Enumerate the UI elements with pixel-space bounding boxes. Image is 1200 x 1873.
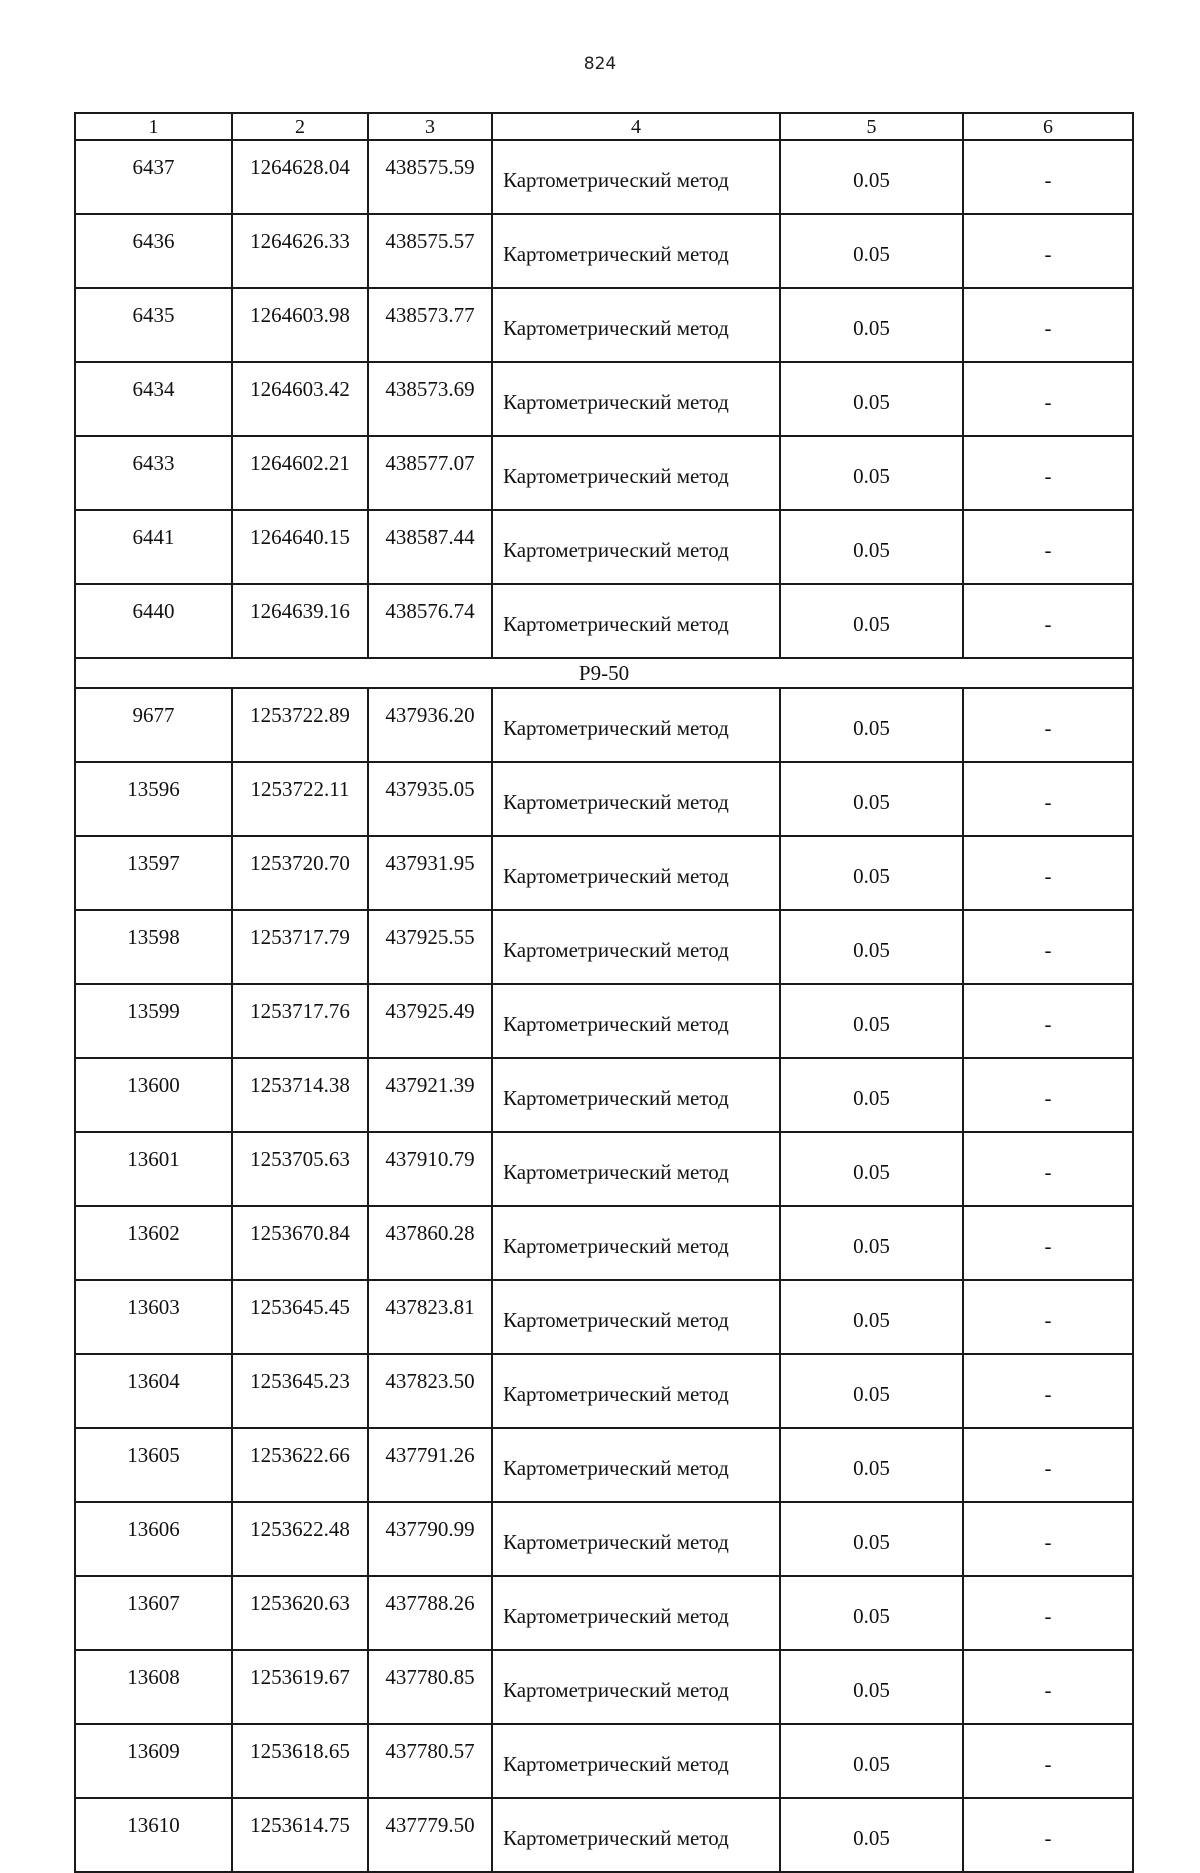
point-number-cell: 13601 [75,1132,232,1206]
x-coordinate-cell: 1253620.63 [232,1576,368,1650]
accuracy-cell: 0.05 [780,836,963,910]
y-coordinate-cell: 438576.74 [368,584,492,658]
table-row [75,288,1133,362]
accuracy-cell: 0.05 [780,362,963,436]
point-number-cell: 6441 [75,510,232,584]
point-number-cell: 13609 [75,1724,232,1798]
header-cell-6: 6 [963,113,1133,140]
y-coordinate-cell: 437823.50 [368,1354,492,1428]
x-coordinate-cell: 1253619.67 [232,1650,368,1724]
y-coordinate-cell: 438573.69 [368,362,492,436]
method-cell: Картометрический метод [492,1206,780,1280]
page-number: 824 [583,54,617,74]
method-cell: Картометрический метод [492,140,780,214]
y-coordinate-cell: 437910.79 [368,1132,492,1206]
method-cell: Картометрический метод [492,1576,780,1650]
method-cell: Картометрический метод [492,1132,780,1206]
x-coordinate-cell: 1253645.23 [232,1354,368,1428]
point-number-cell: 13598 [75,910,232,984]
note-cell: - [963,984,1133,1058]
accuracy-cell: 0.05 [780,1798,963,1872]
x-coordinate-cell: 1264602.21 [232,436,368,510]
header-cell-1: 1 [75,113,232,140]
accuracy-cell: 0.05 [780,584,963,658]
section-row [75,658,1133,688]
y-coordinate-cell: 437860.28 [368,1206,492,1280]
note-cell: - [963,436,1133,510]
x-coordinate-cell: 1253622.66 [232,1428,368,1502]
method-cell: Картометрический метод [492,1428,780,1502]
y-coordinate-cell: 437788.26 [368,1576,492,1650]
method-cell: Картометрический метод [492,984,780,1058]
accuracy-cell: 0.05 [780,1354,963,1428]
accuracy-cell: 0.05 [780,1576,963,1650]
table-row [75,1354,1133,1428]
accuracy-cell: 0.05 [780,1502,963,1576]
note-cell: - [963,1798,1133,1872]
accuracy-cell: 0.05 [780,288,963,362]
table-row [75,984,1133,1058]
section-label: Р9-50 [75,658,1133,688]
y-coordinate-cell: 438587.44 [368,510,492,584]
y-coordinate-cell: 438575.59 [368,140,492,214]
note-cell: - [963,1280,1133,1354]
table-row [75,584,1133,658]
note-cell: - [963,836,1133,910]
method-cell: Картометрический метод [492,1280,780,1354]
accuracy-cell: 0.05 [780,1058,963,1132]
accuracy-cell: 0.05 [780,214,963,288]
x-coordinate-cell: 1253614.75 [232,1798,368,1872]
x-coordinate-cell: 1253722.89 [232,688,368,762]
header-cell-3: 3 [368,113,492,140]
y-coordinate-cell: 437790.99 [368,1502,492,1576]
header-cell-4: 4 [492,113,780,140]
accuracy-cell: 0.05 [780,688,963,762]
x-coordinate-cell: 1253722.11 [232,762,368,836]
x-coordinate-cell: 1253717.79 [232,910,368,984]
y-coordinate-cell: 437935.05 [368,762,492,836]
table-row [75,1724,1133,1798]
y-coordinate-cell: 437925.49 [368,984,492,1058]
y-coordinate-cell: 437791.26 [368,1428,492,1502]
point-number-cell: 13605 [75,1428,232,1502]
y-coordinate-cell: 437823.81 [368,1280,492,1354]
point-number-cell: 6434 [75,362,232,436]
table-body [75,113,1133,1872]
table-row [75,510,1133,584]
note-cell: - [963,1650,1133,1724]
header-cell-5: 5 [780,113,963,140]
x-coordinate-cell: 1253622.48 [232,1502,368,1576]
note-cell: - [963,910,1133,984]
y-coordinate-cell: 437779.50 [368,1798,492,1872]
y-coordinate-cell: 437936.20 [368,688,492,762]
x-coordinate-cell: 1253645.45 [232,1280,368,1354]
header-row [75,113,1133,140]
method-cell: Картометрический метод [492,1058,780,1132]
x-coordinate-cell: 1264639.16 [232,584,368,658]
table-row [75,214,1133,288]
y-coordinate-cell: 437780.57 [368,1724,492,1798]
note-cell: - [963,1502,1133,1576]
table-row [75,140,1133,214]
table-row [75,688,1133,762]
point-number-cell: 9677 [75,688,232,762]
method-cell: Картометрический метод [492,584,780,658]
accuracy-cell: 0.05 [780,984,963,1058]
table-row [75,1132,1133,1206]
table-row [75,436,1133,510]
coordinates-table-container [74,112,1132,1873]
method-cell: Картометрический метод [492,836,780,910]
note-cell: - [963,510,1133,584]
method-cell: Картометрический метод [492,436,780,510]
note-cell: - [963,1206,1133,1280]
accuracy-cell: 0.05 [780,436,963,510]
method-cell: Картометрический метод [492,1724,780,1798]
accuracy-cell: 0.05 [780,1428,963,1502]
x-coordinate-cell: 1264628.04 [232,140,368,214]
table-row [75,1058,1133,1132]
note-cell: - [963,1724,1133,1798]
accuracy-cell: 0.05 [780,1280,963,1354]
coordinates-table [74,112,1134,1873]
note-cell: - [963,688,1133,762]
point-number-cell: 13596 [75,762,232,836]
method-cell: Картометрический метод [492,510,780,584]
table-row [75,1206,1133,1280]
note-cell: - [963,584,1133,658]
y-coordinate-cell: 438573.77 [368,288,492,362]
accuracy-cell: 0.05 [780,1132,963,1206]
point-number-cell: 6437 [75,140,232,214]
x-coordinate-cell: 1264603.98 [232,288,368,362]
table-row [75,1650,1133,1724]
point-number-cell: 13600 [75,1058,232,1132]
x-coordinate-cell: 1253717.76 [232,984,368,1058]
accuracy-cell: 0.05 [780,1650,963,1724]
note-cell: - [963,1132,1133,1206]
y-coordinate-cell: 437925.55 [368,910,492,984]
x-coordinate-cell: 1253720.70 [232,836,368,910]
method-cell: Картометрический метод [492,1798,780,1872]
x-coordinate-cell: 1253714.38 [232,1058,368,1132]
point-number-cell: 6433 [75,436,232,510]
table-row [75,1280,1133,1354]
point-number-cell: 13606 [75,1502,232,1576]
note-cell: - [963,1058,1133,1132]
x-coordinate-cell: 1253670.84 [232,1206,368,1280]
method-cell: Картометрический метод [492,1502,780,1576]
table-row [75,762,1133,836]
table-row [75,910,1133,984]
note-cell: - [963,288,1133,362]
accuracy-cell: 0.05 [780,762,963,836]
note-cell: - [963,362,1133,436]
x-coordinate-cell: 1264626.33 [232,214,368,288]
note-cell: - [963,214,1133,288]
y-coordinate-cell: 437921.39 [368,1058,492,1132]
note-cell: - [963,1428,1133,1502]
note-cell: - [963,1576,1133,1650]
x-coordinate-cell: 1253705.63 [232,1132,368,1206]
table-row [75,836,1133,910]
accuracy-cell: 0.05 [780,910,963,984]
method-cell: Картометрический метод [492,762,780,836]
method-cell: Картометрический метод [492,214,780,288]
point-number-cell: 6435 [75,288,232,362]
note-cell: - [963,1354,1133,1428]
note-cell: - [963,140,1133,214]
point-number-cell: 13604 [75,1354,232,1428]
table-row [75,1798,1133,1872]
point-number-cell: 13602 [75,1206,232,1280]
y-coordinate-cell: 438575.57 [368,214,492,288]
method-cell: Картометрический метод [492,1650,780,1724]
x-coordinate-cell: 1264603.42 [232,362,368,436]
table-row [75,1428,1133,1502]
point-number-cell: 6440 [75,584,232,658]
y-coordinate-cell: 437780.85 [368,1650,492,1724]
x-coordinate-cell: 1264640.15 [232,510,368,584]
point-number-cell: 13610 [75,1798,232,1872]
note-cell: - [963,762,1133,836]
method-cell: Картометрический метод [492,288,780,362]
method-cell: Картометрический метод [492,1354,780,1428]
point-number-cell: 6436 [75,214,232,288]
header-cell-2: 2 [232,113,368,140]
accuracy-cell: 0.05 [780,1206,963,1280]
point-number-cell: 13608 [75,1650,232,1724]
table-row [75,1576,1133,1650]
table-row [75,362,1133,436]
point-number-cell: 13599 [75,984,232,1058]
accuracy-cell: 0.05 [780,140,963,214]
y-coordinate-cell: 437931.95 [368,836,492,910]
table-row [75,1502,1133,1576]
method-cell: Картометрический метод [492,688,780,762]
point-number-cell: 13597 [75,836,232,910]
accuracy-cell: 0.05 [780,1724,963,1798]
point-number-cell: 13607 [75,1576,232,1650]
method-cell: Картометрический метод [492,362,780,436]
y-coordinate-cell: 438577.07 [368,436,492,510]
accuracy-cell: 0.05 [780,510,963,584]
x-coordinate-cell: 1253618.65 [232,1724,368,1798]
point-number-cell: 13603 [75,1280,232,1354]
method-cell: Картометрический метод [492,910,780,984]
